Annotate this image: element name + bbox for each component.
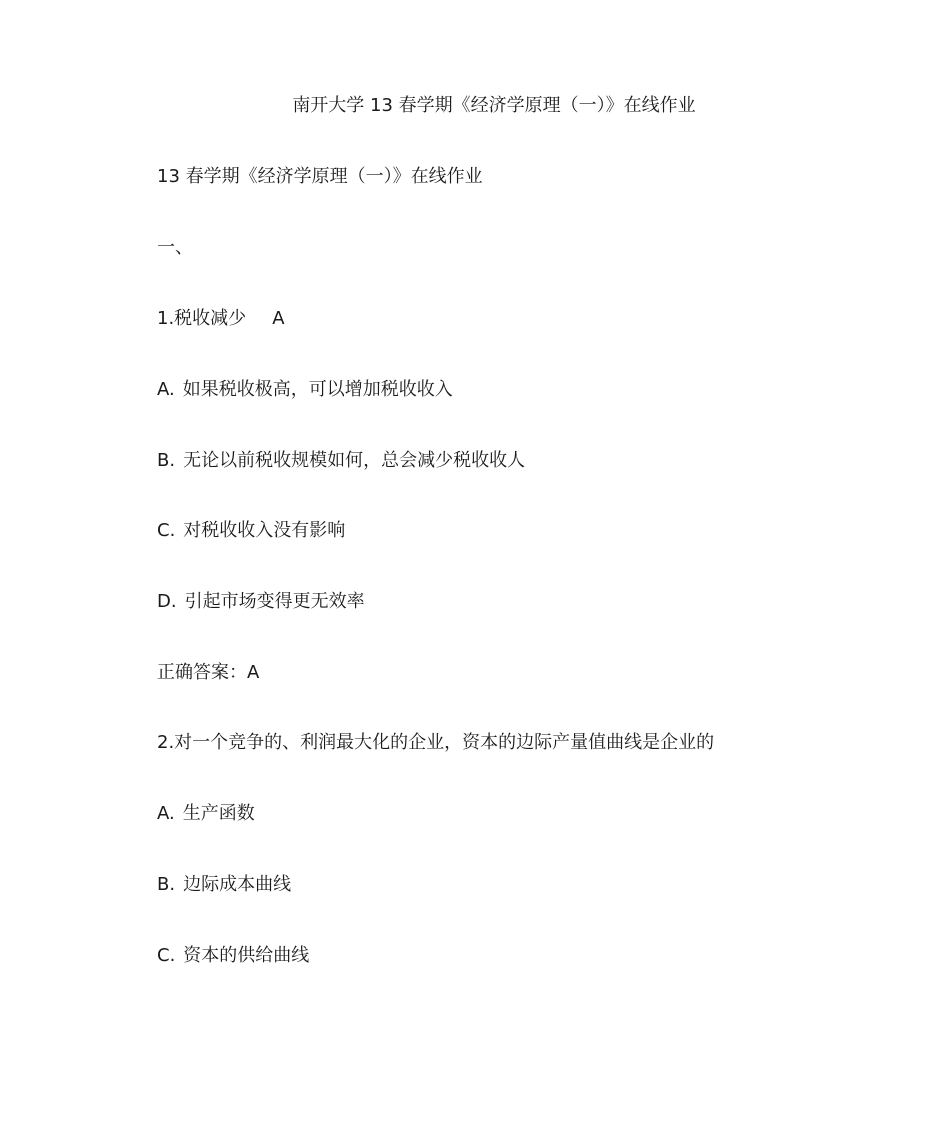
question-1-option-c: [157, 520, 345, 542]
option-label: C.: [157, 520, 176, 541]
option-text: 如果税收极高，可以增加税收收入: [182, 379, 453, 400]
question-2-option-c: [157, 945, 309, 967]
question-1-option-a: [157, 379, 453, 401]
section-heading: 一、: [157, 237, 193, 258]
option-text: 对税收收入没有影响: [183, 520, 346, 541]
question-2-option-a: [157, 803, 255, 825]
option-label: A.: [157, 379, 175, 400]
document-title: 南开大学 13 春学期《经济学原理（一）》在线作业: [292, 95, 696, 116]
question-stem-text: 1.税收减少: [157, 308, 247, 329]
option-text: 生产函数: [182, 803, 255, 824]
inline-answer: A: [272, 308, 285, 329]
question-2-stem: 2.对一个竞争的、利润最大化的企业，资本的边际产量值曲线是企业的: [157, 732, 715, 753]
document-subtitle: 13 春学期《经济学原理（一）》在线作业: [157, 166, 483, 187]
question-1-option-b: [157, 450, 525, 472]
option-label: C.: [157, 945, 176, 966]
option-label: D.: [157, 591, 177, 612]
option-text: 引起市场变得更无效率: [184, 591, 365, 612]
option-label: B.: [157, 874, 176, 895]
question-1-correct-answer: 正确答案：A: [157, 662, 260, 683]
question-2-option-b: [157, 874, 291, 896]
option-label: B.: [157, 450, 176, 471]
option-text: 资本的供给曲线: [183, 945, 310, 966]
option-label: A.: [157, 803, 175, 824]
option-text: 无论以前税收规模如何，总会减少税收收人: [183, 450, 526, 471]
option-text: 边际成本曲线: [183, 874, 292, 895]
question-1-stem: [157, 308, 285, 330]
question-1-option-d: [157, 591, 365, 613]
